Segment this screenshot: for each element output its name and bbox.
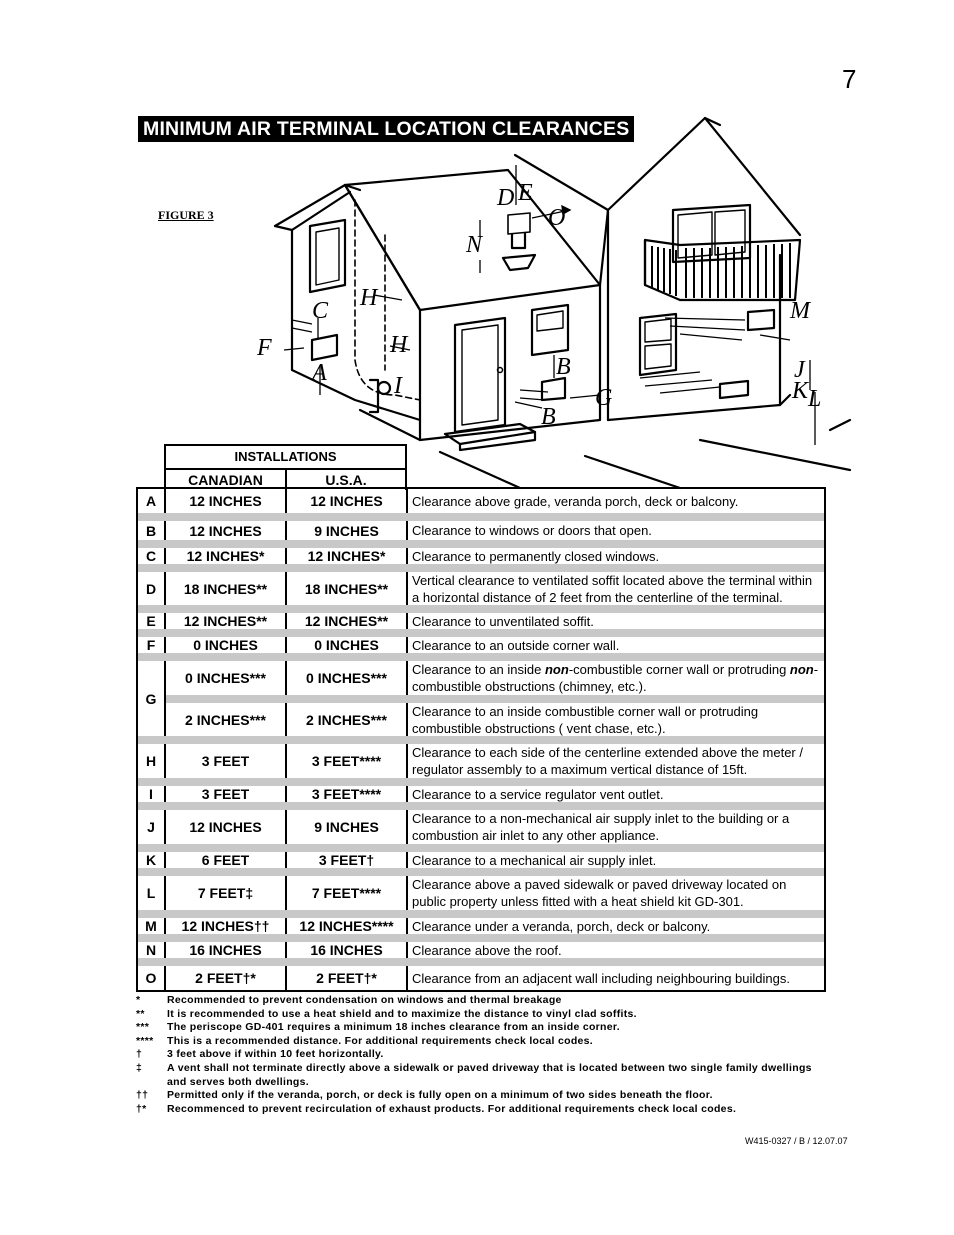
table-row: M 12 INCHES†† 12 INCHES**** Clearance under a veranda, porch, deck or balcony. — [138, 918, 824, 934]
table-row: D 18 INCHES** 18 INCHES** Vertical clearance to ventilated soffit located above the terminal within a horizontal distance of 2 feet from the centerline of the terminal. — [138, 572, 824, 605]
footnote: †† Permitted only if the veranda, porch, or deck is fully open on a minimum of two sides beneath the floor. — [136, 1089, 713, 1102]
footnote: ‡ A vent shall not terminate directly above a sidewalk or paved driveway that is located between two single family dwellings and serves both dwellings. — [136, 1061, 812, 1088]
footnote: **** This is a recommended distance. For additional requirements check local codes. — [136, 1034, 594, 1047]
usa-column-header: U.S.A. — [325, 472, 367, 488]
canadian-column-header: CANADIAN — [166, 470, 287, 490]
table-row: N 16 INCHES 16 INCHES Clearance above the roof. — [138, 942, 824, 958]
diagram-label-f: F — [257, 335, 272, 361]
house-clearance-diagram — [0, 0, 954, 490]
diagram-label-g: G — [595, 385, 613, 411]
diagram-label-e: E — [518, 180, 533, 206]
diagram-label-i: I — [394, 373, 402, 399]
diagram-label-h-lower: H — [390, 332, 408, 358]
diagram-label-h-upper: H — [360, 285, 378, 311]
table-row: J 12 INCHES 9 INCHES Clearance to a non-mechanical air supply inlet to the building or a combustion air inlet to any other appliance. — [138, 810, 824, 844]
diagram-label-n: N — [466, 232, 483, 258]
diagram-label-c: C — [312, 298, 329, 324]
diagram-label-d: D — [497, 185, 515, 211]
footnote: *** The periscope GD-401 requires a minimum 18 inches clearance from an inside corner. — [136, 1021, 620, 1034]
table-row: A 12 INCHES 12 INCHES Clearance above grade, veranda porch, deck or balcony. — [138, 489, 824, 513]
table-row: H 3 FEET 3 FEET**** Clearance to each side of the centerline extended above the meter / regulator assembly to a maximum vertical distance of 15ft. — [138, 744, 824, 778]
diagram-label-b-upper: B — [556, 354, 571, 380]
footnote: * Recommended to prevent condensation on windows and thermal breakage — [136, 994, 562, 1006]
footnote: ** It is recommended to use a heat shield and to maximize the distance to vinyl clad soffits. — [136, 1007, 637, 1020]
footnotes — [136, 994, 826, 1116]
row-letter-g: G — [138, 661, 166, 736]
diagram-label-b-lower: B — [541, 404, 556, 430]
footnote: †* Recommenced to prevent recirculation of exhaust products. For additional requirements check local codes. — [136, 1102, 737, 1115]
table-row: L 7 FEET‡ 7 FEET**** Clearance above a paved sidewalk or paved driveway located on public property unless fitted with a heat shield kit GD-301. — [138, 876, 824, 910]
table-row: C 12 INCHES* 12 INCHES* Clearance to permanently closed windows. — [138, 548, 824, 564]
table-row: B 12 INCHES 9 INCHES Clearance to windows or doors that open. — [138, 521, 824, 540]
page-number: 7 — [842, 64, 857, 94]
diagram-label-k: K — [792, 378, 809, 404]
table-row: K 6 FEET 3 FEET† Clearance to a mechanical air supply inlet. — [138, 852, 824, 868]
installations-header — [164, 444, 407, 490]
document-code: W415-0327 / B / 12.07.07 — [745, 1136, 848, 1146]
footnote: † 3 feet above if within 10 feet horizontally. — [136, 1048, 384, 1061]
table-row: 0 INCHES*** 0 INCHES*** Clearance to an inside non-combustible corner wall or protruding non-combustible obstructions (chimney, etc.). — [138, 661, 824, 695]
installations-title: INSTALLATIONS — [166, 446, 405, 470]
diagram-label-l: L — [808, 386, 822, 412]
clearance-table — [136, 487, 826, 992]
diagram-label-o: O — [548, 205, 566, 231]
page-title: MINIMUM AIR TERMINAL LOCATION CLEARANCES — [138, 116, 634, 142]
diagram-label-j: J — [794, 357, 805, 383]
figure-label: FIGURE 3 — [158, 208, 214, 222]
table-row: I 3 FEET 3 FEET**** Clearance to a service regulator vent outlet. — [138, 786, 824, 802]
diagram-label-a: A — [312, 360, 327, 386]
table-row: E 12 INCHES** 12 INCHES** Clearance to unventilated soffit. — [138, 613, 824, 629]
table-row: O 2 FEET†* 2 FEET†* Clearance from an adjacent wall including neighbouring buildings. — [138, 966, 824, 990]
table-row: 2 INCHES*** 2 INCHES*** Clearance to an inside combustible corner wall or protruding combustible obstructions ( vent chase, etc.). — [138, 703, 824, 736]
table-row: F 0 INCHES 0 INCHES Clearance to an outside corner wall. — [138, 637, 824, 653]
diagram-label-m: M — [790, 298, 810, 324]
